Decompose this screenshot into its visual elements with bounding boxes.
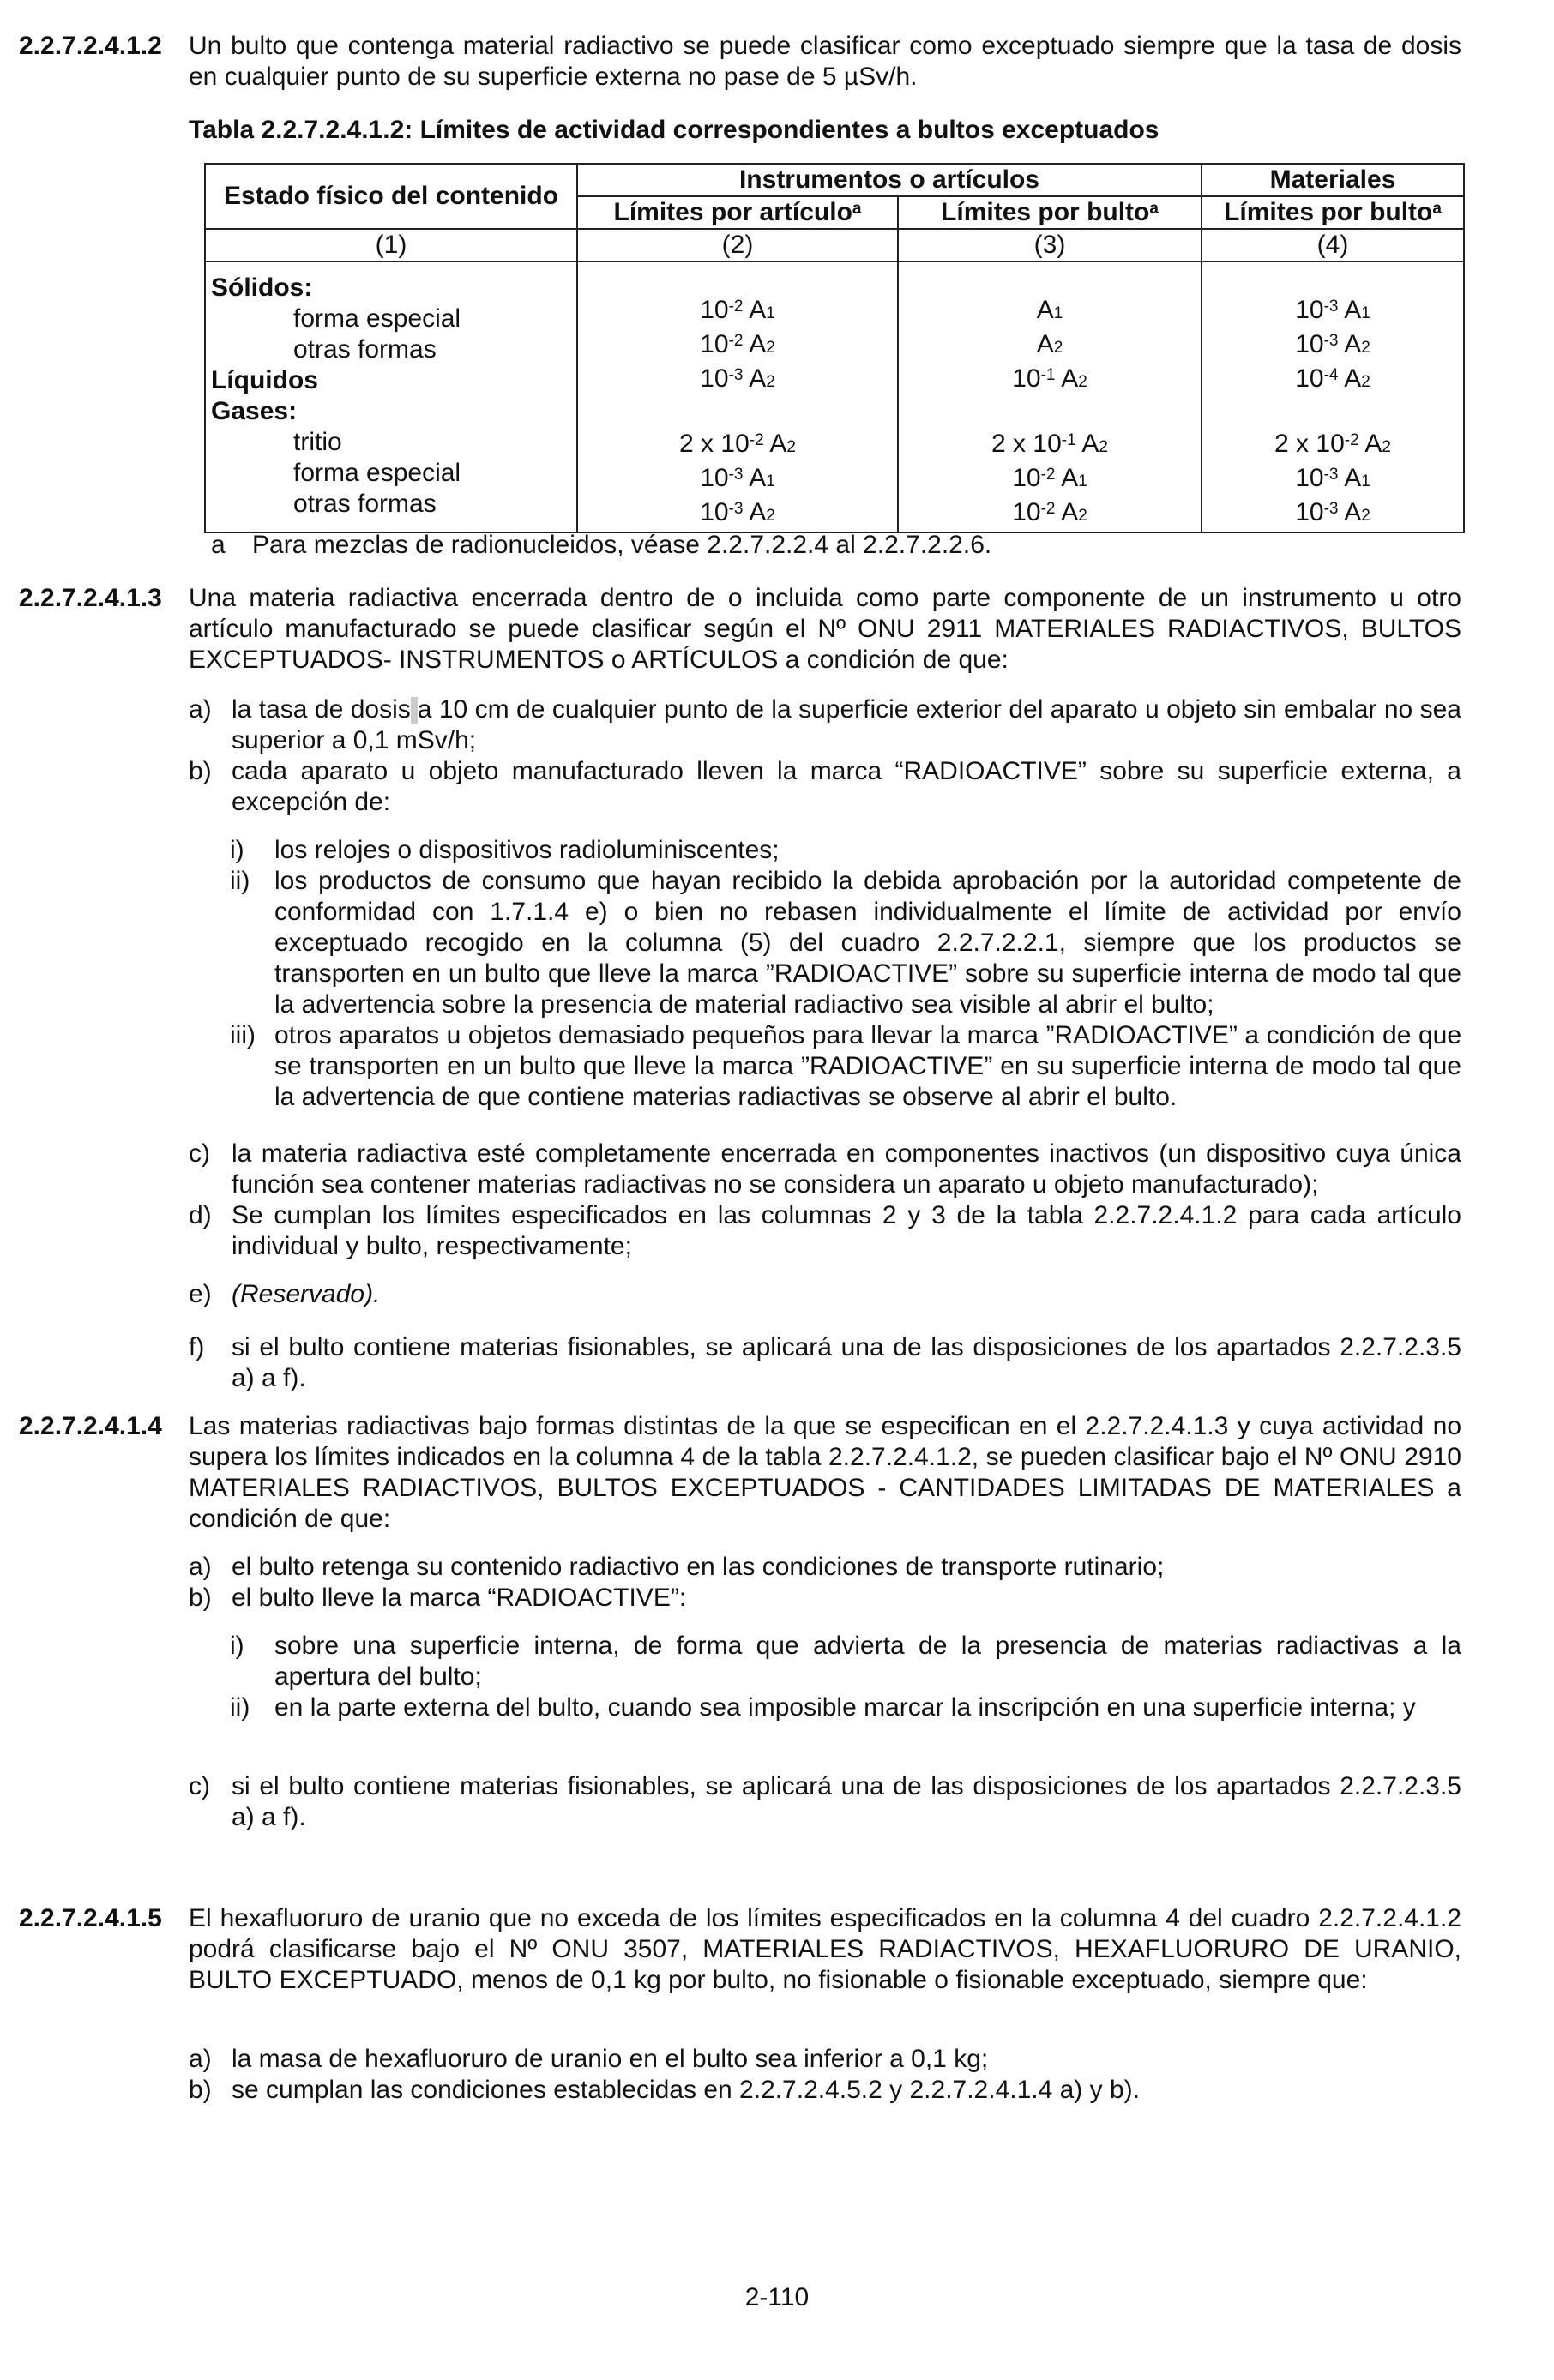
value-cell: $10^{-3}$ A1 [1295,464,1370,492]
sublist-item-ii: ii) los productos de consumo que hayan recibido la debida aprobación por la autoridad competente de conformidad con 1.7.1.4 e) o bien no rebasen individualmente el límite de actividad por envío exceptuado recogido en la columna (5) del cuadro 2.2.7.2.2.1, siempre que los productos se transporten en un bulto que lleve la marca ”RADIOACTIVE” sobre su superficie interna de modo tal que la advertencia sobre la presencia de material radiactivo sea visible al abrir el bulto; [230,867,1461,1019]
list-item-c: c) la materia radiactiva esté completamente encerrada en componentes inactivos (un dispositivo cuya única función sea contener materias radiactivas no se considera un aparato u objeto manufacturado); [189,1139,1461,1199]
header-instruments: Instrumentos o artículos [577,164,1202,196]
limits-per-package-column [898,261,1202,532]
activity-limits-table [204,163,1465,533]
value-cell: $10^{-3}$ A2 [1295,498,1370,526]
value-cell: $10^{-1}$ A2 [1012,364,1087,393]
section-text: Un bulto que contenga material radiactivo se puede clasificar como exceptuado siempre que la tasa de dosis en cualquier punto de su superficie externa no pase de 5 µSv/h. [189,32,1461,91]
col-number: (4) [1202,229,1464,261]
header-limit-per-article: Límites por artículo$^a$ [577,196,898,229]
list-item-b: b) se cumplan las condiciones establecidas en 2.2.7.2.4.5.2 y 2.2.7.2.4.1.4 a) y b). [189,2076,1140,2104]
section-text: Las materias radiactivas bajo formas distintas de la que se especifican en el 2.2.7.2.4.1.3 y cuya actividad no supera los límites indicados en la columna 4 de la tabla 2.2.7.2.4.1.2, se pueden clasificar bajo el Nº ONU 2910 MATERIALES RADIACTIVOS, BULTOS EXCEPTUADOS - CANTIDADES LIMITADAS DE MATERIALES a condición de que: [189,1412,1461,1533]
header-limit-per-package: Límites por bulto$^a$ [898,196,1202,229]
header-limit-per-package-materials: Límites por bulto$^a$ [1202,196,1464,229]
value-cell: $10^{-2}$ A2 [1012,498,1087,526]
sublist-item-i: i) los relojes o dispositivos radioluminiscentes; [230,836,780,864]
column-number-row [205,229,1464,261]
footnote-mark: a [211,531,226,559]
header-materials: Materiales [1202,164,1464,196]
state-column: Sólidos: forma especial otras formas Líquidos Gases: tritio forma especial otras formas [205,261,577,532]
text-cursor [411,697,418,724]
section-number: 2.2.7.2.4.1.2 [19,32,162,60]
section-number: 2.2.7.2.4.1.3 [19,584,162,612]
value-cell: 2 x $10^{-1}$ A2 [991,430,1108,458]
header-physical-state: Estado físico del contenido [205,164,577,229]
limits-per-article-column [577,261,898,532]
materials-limits-column [1202,261,1464,532]
list-item-b: b) cada aparato u objeto manufacturado lleven la marca “RADIOACTIVE” sobre su superficie externa, a excepción de: [189,757,1461,816]
value-cell: $10^{-3}$ A2 [1295,330,1370,358]
sublist-item-iii: iii) otros aparatos u objetos demasiado pequeños para llevar la marca ”RADIOACTIVE” a condición de que se transporten en un bulto que lleve la marca ”RADIOACTIVE” en su superficie interna de modo tal que la advertencia de que contiene materias radiactivas se observe al abrir el bulto. [230,1021,1461,1111]
value-cell: $10^{-4}$ A2 [1295,364,1370,393]
list-item-e: e) (Reservado). [189,1280,381,1308]
list-item-a: a) la masa de hexafluoruro de uranio en el bulto sea inferior a 0,1 kg; [189,2045,989,2073]
value-cell: A2 [1036,330,1063,358]
col-number: (1) [205,229,577,261]
sublist-item-ii: ii) en la parte externa del bulto, cuando sea imposible marcar la inscripción en una superficie interna; y [230,1693,1416,1722]
table-body-row [205,261,1464,532]
section-number: 2.2.7.2.4.1.5 [19,1904,162,1932]
list-item-d: d) Se cumplan los límites especificados en las columnas 2 y 3 de la tabla 2.2.7.2.4.1.2 para cada artículo individual y bulto, respectivamente; [189,1201,1461,1260]
value-cell: $10^{-3}$ A1 [1295,296,1370,324]
value-cell: A1 [1036,296,1063,324]
list-item-a: a) la tasa de dosis a 10 cm de cualquier punto de la superficie exterior del aparato u objeto sin embalar no sea superior a 0,1 mSv/h; [189,695,1461,754]
table-footnote: Para mezclas de radionucleidos, véase 2.2.7.2.2.4 al 2.2.7.2.2.6. [252,531,992,559]
value-cell: $10^{-3}$ A1 [700,464,775,492]
value-cell: 2 x $10^{-2}$ A2 [679,430,796,458]
section-text: El hexafluoruro de uranio que no exceda de los límites especificados en la columna 4 del cuadro 2.2.7.2.4.1.2 podrá clasificarse bajo el Nº ONU 3507, MATERIALES RADIACTIVOS, HEXAFLUORURO DE URANIO, BULTO EXCEPTUADO, menos de 0,1 kg por bulto, no fisionable o fisionable exceptuado, siempre que: [189,1904,1461,1994]
list-item-c: c) si el bulto contiene materias fisionables, se aplicará una de las disposiciones de los apartados 2.2.7.2.3.5 a) a f). [189,1772,1461,1831]
col-number: (2) [577,229,898,261]
list-item-b: b) el bulto lleve la marca “RADIOACTIVE”: [189,1584,687,1612]
list-item-a: a) el bulto retenga su contenido radiactivo en las condiciones de transporte rutinario; [189,1553,1165,1581]
value-cell: 2 x $10^{-2}$ A2 [1274,430,1391,458]
col-number: (3) [898,229,1202,261]
value-cell: $10^{-2}$ A2 [700,330,775,358]
value-cell: $10^{-3}$ A2 [700,364,775,393]
sublist-item-i: i) sobre una superficie interna, de forma que advierta de la presencia de materias radiactivas a la apertura del bulto; [230,1632,1461,1691]
list-item-f: f) si el bulto contiene materias fisionables, se aplicará una de las disposiciones de los apartados 2.2.7.2.3.5 a) a f). [189,1333,1461,1392]
page-number: 2-110 [744,2283,810,2311]
value-cell: $10^{-2}$ A1 [700,296,775,324]
table-caption: Tabla 2.2.7.2.4.1.2: Límites de actividad correspondientes a bultos exceptuados [189,116,1159,144]
value-cell: $10^{-2}$ A1 [1012,464,1087,492]
section-text: Una materia radiactiva encerrada dentro de o incluida como parte componente de un instrumento u otro artículo manufacturado se puede clasificar según el Nº ONU 2911 MATERIALES RADIACTIVOS, BULTOS EXCEPTUADOS- INSTRUMENTOS o ARTÍCULOS a condición de que: [189,584,1461,674]
section-number: 2.2.7.2.4.1.4 [19,1412,162,1440]
value-cell: $10^{-3}$ A2 [700,498,775,526]
